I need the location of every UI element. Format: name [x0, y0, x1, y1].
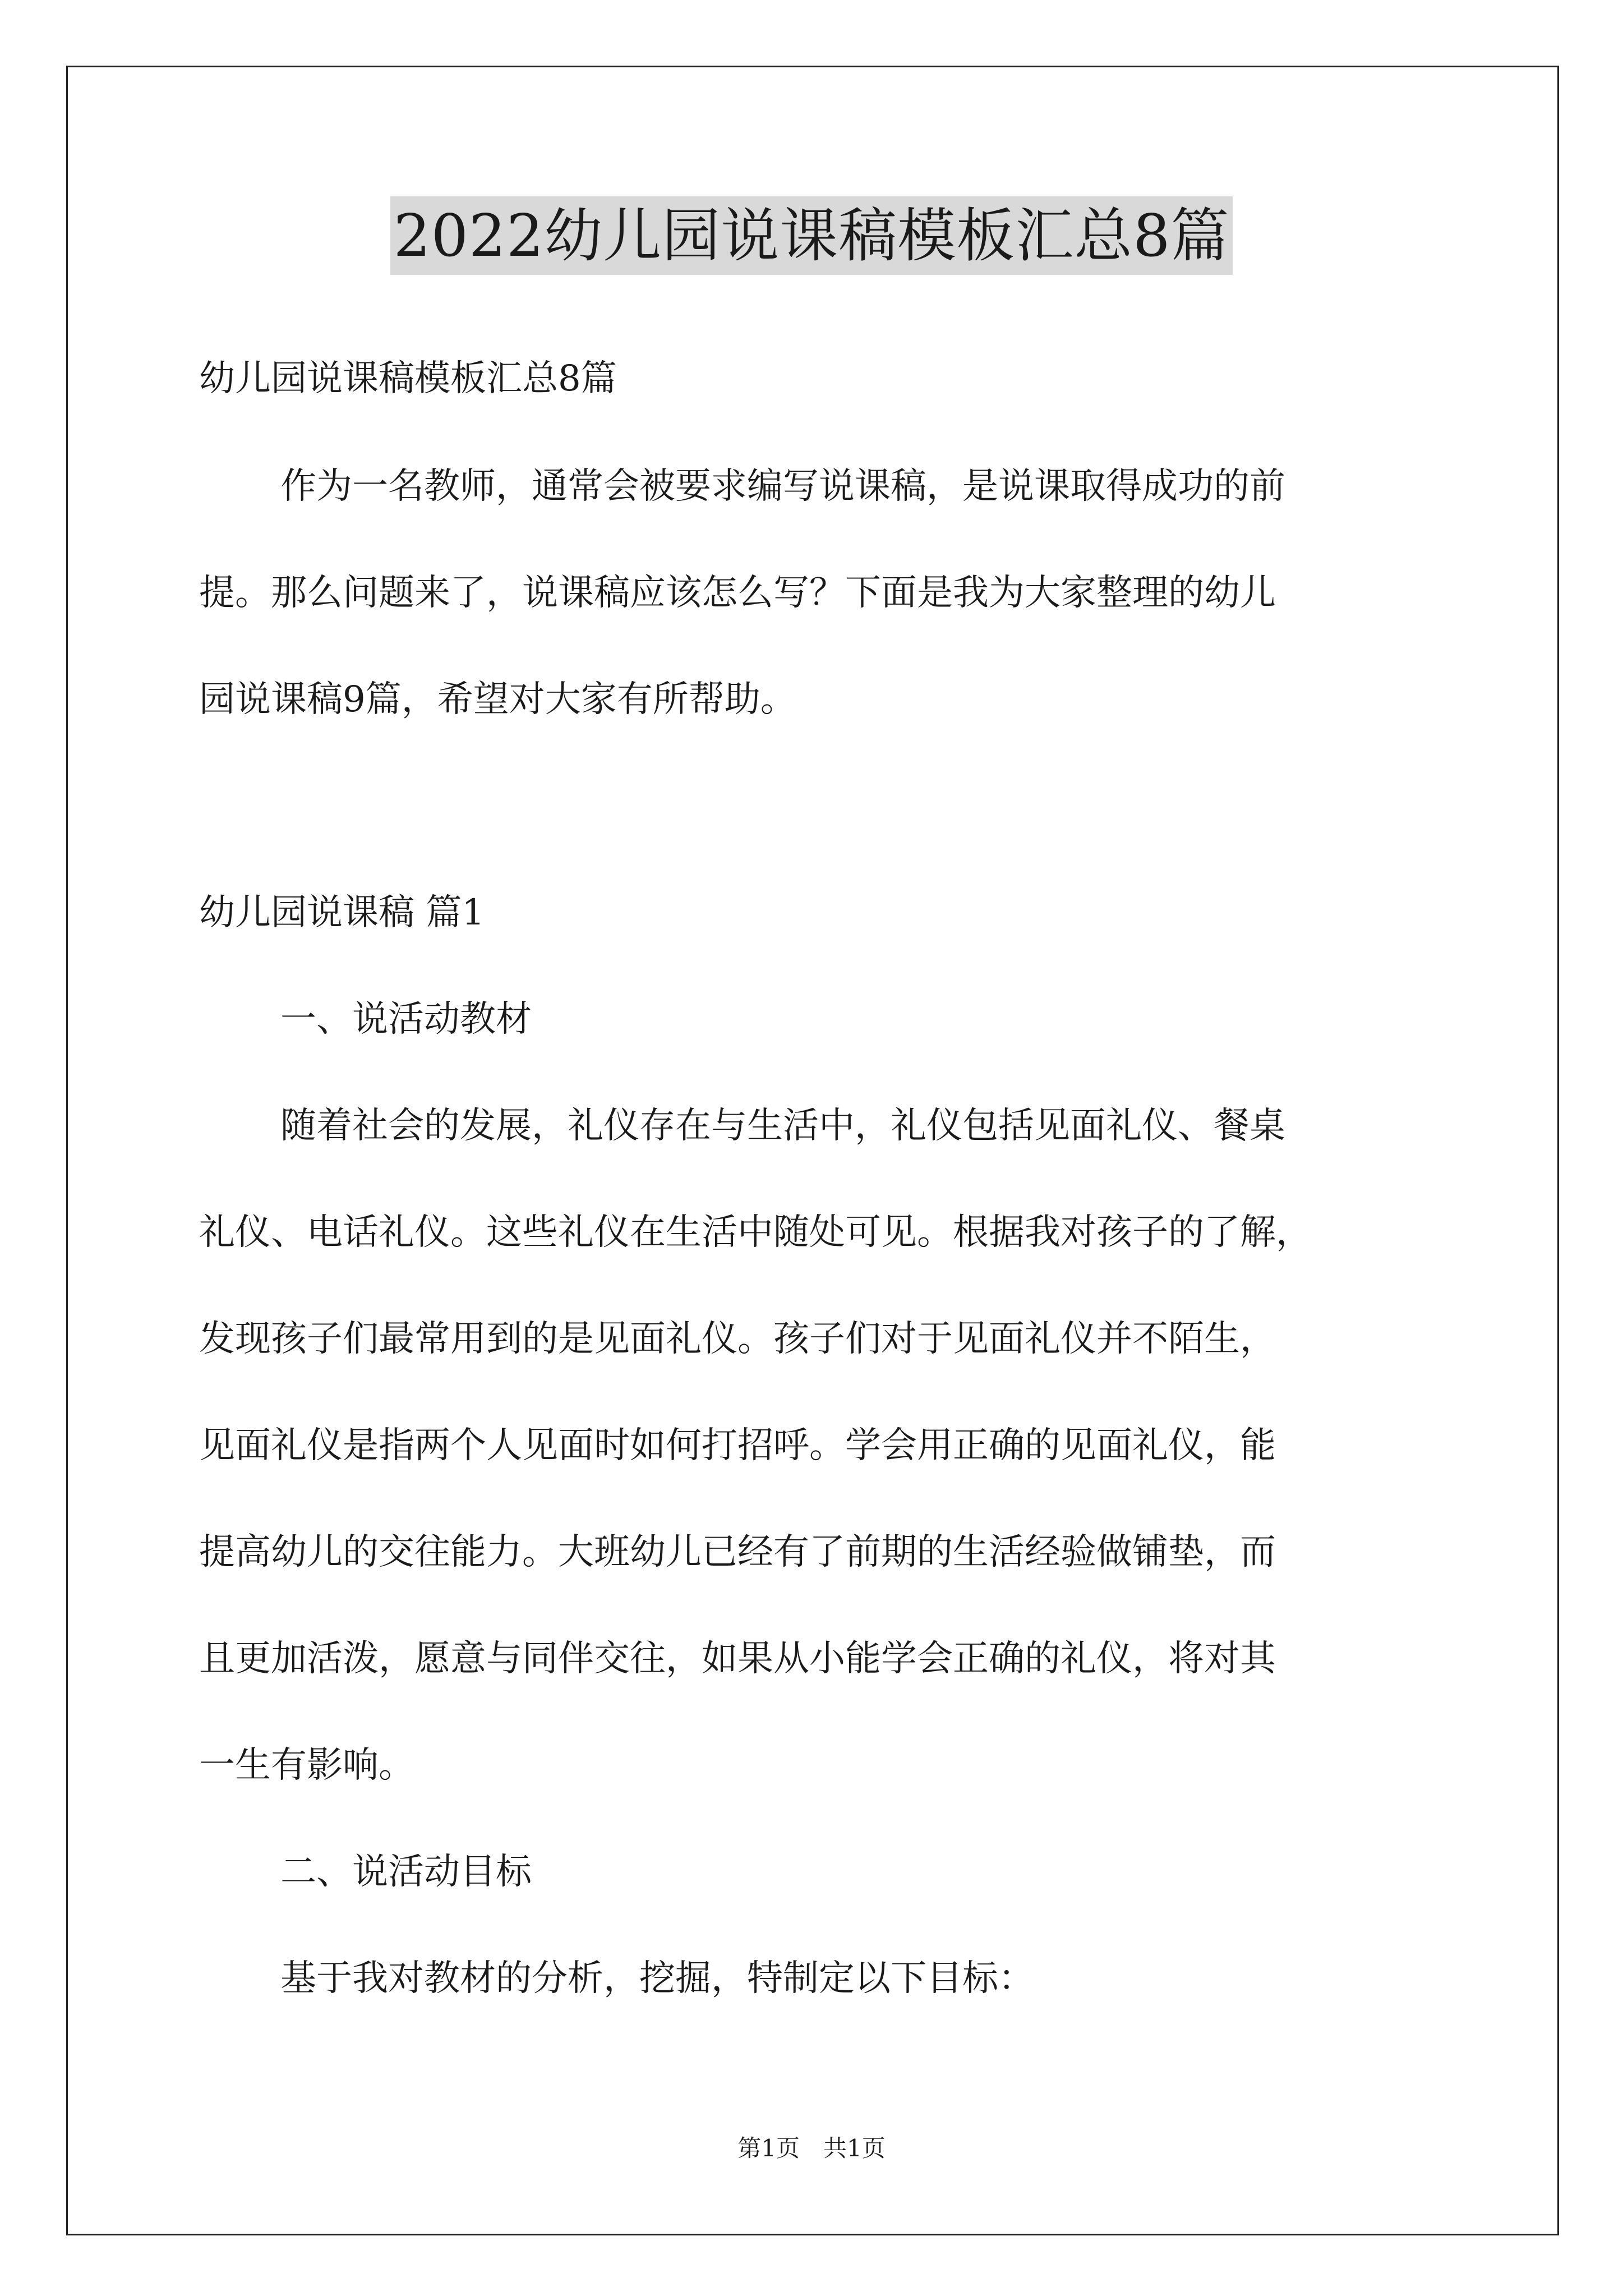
part1-line-4: 见面礼仪是指两个人见面时如何打招呼。学会用正确的见面礼仪，能: [199, 1425, 1276, 1466]
part1-line-5: 提高幼儿的交往能力。大班幼儿已经有了前期的生活经验做铺垫，而: [199, 1531, 1276, 1573]
part1-line-1: 随着社会的发展，礼仪存在与生活中，礼仪包括见面礼仪、餐桌: [280, 1105, 1285, 1147]
part1-line-6: 且更加活泼，愿意与同伴交往，如果从小能学会正确的礼仪，将对其: [199, 1638, 1276, 1680]
document-subtitle: 幼儿园说课稿模板汇总8篇: [199, 358, 617, 399]
document-title: 2022幼儿园说课稿模板汇总8篇: [390, 196, 1233, 275]
part2-heading: 二、说活动目标: [280, 1851, 532, 1893]
part1-line-7: 一生有影响。: [199, 1745, 414, 1786]
intro-line-3: 园说课稿9篇，希望对大家有所帮助。: [199, 679, 796, 720]
part2-line-1: 基于我对教材的分析，挖掘，特制定以下目标：: [280, 1958, 1034, 1999]
part1-line-3: 发现孩子们最常用到的是见面礼仪。孩子们对于见面礼仪并不陌生，: [199, 1318, 1276, 1360]
intro-line-2: 提。那么问题来了，说课稿应该怎么写？下面是我为大家整理的幼儿: [199, 572, 1276, 614]
intro-line-1: 作为一名教师，通常会被要求编写说课稿，是说课取得成功的前: [280, 466, 1285, 507]
part1-line-2: 礼仪、电话礼仪。这些礼仪在生活中随处可见。根据我对孩子的了解，: [199, 1212, 1312, 1253]
part1-heading: 一、说活动教材: [280, 999, 532, 1040]
title-container: [0, 196, 1623, 275]
page-footer: 第1页 共1页: [737, 2134, 886, 2162]
section-heading: 幼儿园说课稿 篇1: [199, 892, 485, 933]
